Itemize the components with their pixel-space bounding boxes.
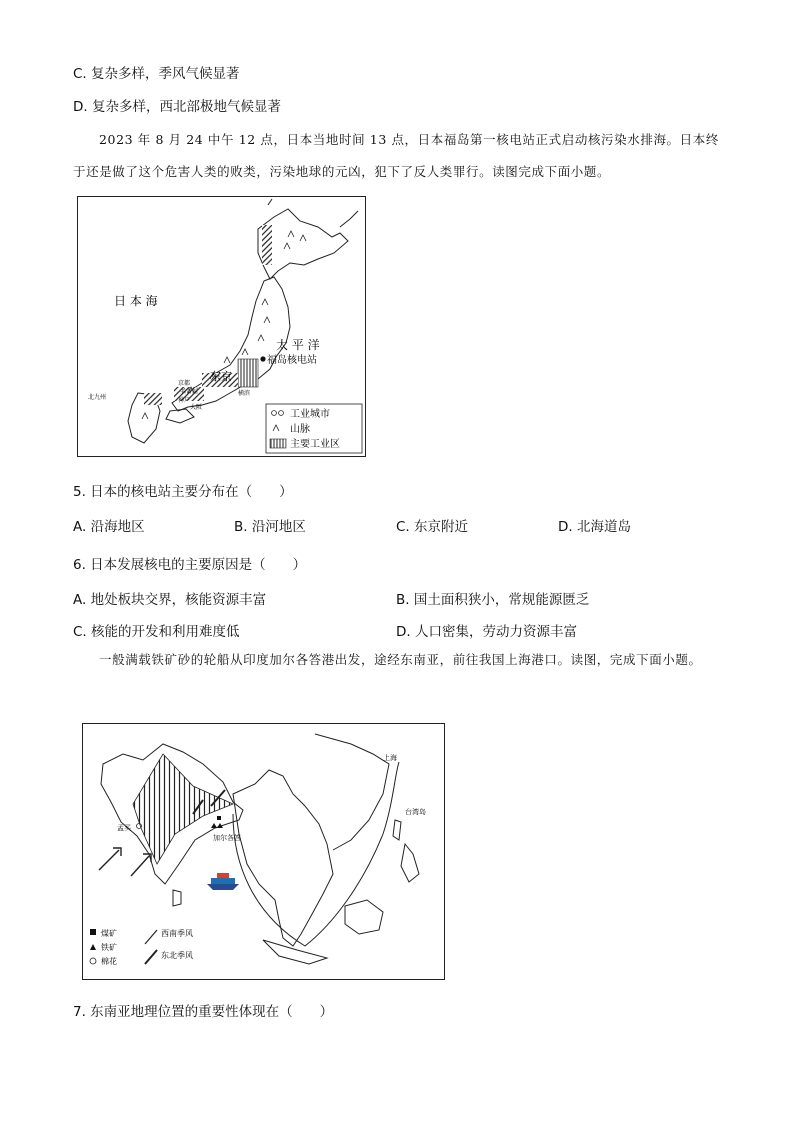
legend-city: 工业城市 [290, 409, 330, 420]
q6-option-a[interactable]: A. 地处板块交界，核能资源丰富 [73, 592, 267, 608]
kolkata-label: 加尔各答 [213, 834, 241, 842]
legend-mountain: 山脉 [290, 424, 310, 435]
mountain-symbols [142, 231, 306, 419]
ship-icon [207, 873, 239, 890]
japan-map [77, 196, 366, 457]
map1-legend [266, 404, 362, 453]
passage-fukushima: 2023 年 8 月 24 中午 12 点，日本当地时间 13 点，日本福岛第一核电站正式启动核污染水排海。日本终于还是做了这个危害人类的败类，污染地球的元凶，犯下了反人类罪行。读图完成下面小题。 [73, 132, 719, 179]
small-label-4: 北九州 [88, 394, 107, 401]
shanghai-label: 上海 [383, 754, 397, 762]
small-label-2: 神户 [178, 397, 191, 404]
shikoku-island [166, 409, 194, 423]
seasia-coast [233, 770, 333, 946]
q6-option-b[interactable]: B. 国土面积狭小，常规能源匮乏 [396, 592, 590, 608]
fukushima-label: 福岛核电站 [267, 355, 317, 366]
q7-stem: 7. 东南亚地理位置的重要性体现在（ ） [73, 1004, 334, 1020]
sw-monsoon-arrows [99, 848, 151, 876]
q6-stem: 6. 日本发展核电的主要原因是（ ） [73, 557, 307, 573]
fukushima-marker [260, 356, 265, 361]
japan-map-svg [78, 197, 365, 456]
mumbai-label: 孟买 [117, 824, 131, 832]
legend-cotton: 棉花 [101, 957, 117, 966]
small-label-5: 横滨 [238, 390, 251, 397]
legend-ne-monsoon: 东北季风 [161, 951, 193, 960]
q5-option-a[interactable]: A. 沿海地区 [73, 519, 145, 535]
small-label-3: 大阪 [190, 404, 203, 411]
small-label-0: 京都 [178, 380, 191, 387]
q6-option-d[interactable]: D. 人口密集，劳动力资源丰富 [396, 624, 577, 640]
small-label-1: 名古屋 [180, 388, 199, 395]
q5-stem: 5. 日本的核电站主要分布在（ ） [73, 484, 293, 500]
q6-option-c[interactable]: C. 核能的开发和利用难度低 [73, 624, 240, 640]
tokyo-label: 东京 [210, 370, 232, 383]
legend-iron: 铁矿 [101, 943, 117, 952]
legend-coal: 煤矿 [101, 929, 117, 938]
q5-option-d[interactable]: D. 北海道岛 [558, 519, 631, 535]
asia-map-svg [83, 724, 444, 979]
passage-shipping: 一般满载铁矿砂的轮船从印度加尔各答港出发，途经东南亚，前往我国上海港口。读图，完成下面小题。 [99, 652, 702, 667]
option-c-prev: C. 复杂多样，季风气候显著 [73, 66, 240, 82]
asia-route-map [82, 723, 445, 980]
legend-industrial: 主要工业区 [290, 439, 340, 450]
legend-sw-monsoon: 西南季风 [161, 929, 193, 938]
q5-option-c[interactable]: C. 东京附近 [396, 519, 469, 535]
shipping-route [233, 762, 399, 946]
map2-legend [90, 928, 193, 966]
taiwan-label: 台湾岛 [405, 808, 426, 816]
option-d-prev: D. 复杂多样，西北部极地气候显著 [73, 99, 281, 115]
pacific-label: 太 平 洋 [276, 338, 320, 352]
q5-option-b[interactable]: B. 沿河地区 [234, 519, 306, 535]
sea-of-japan-label: 日 本 海 [114, 294, 158, 308]
